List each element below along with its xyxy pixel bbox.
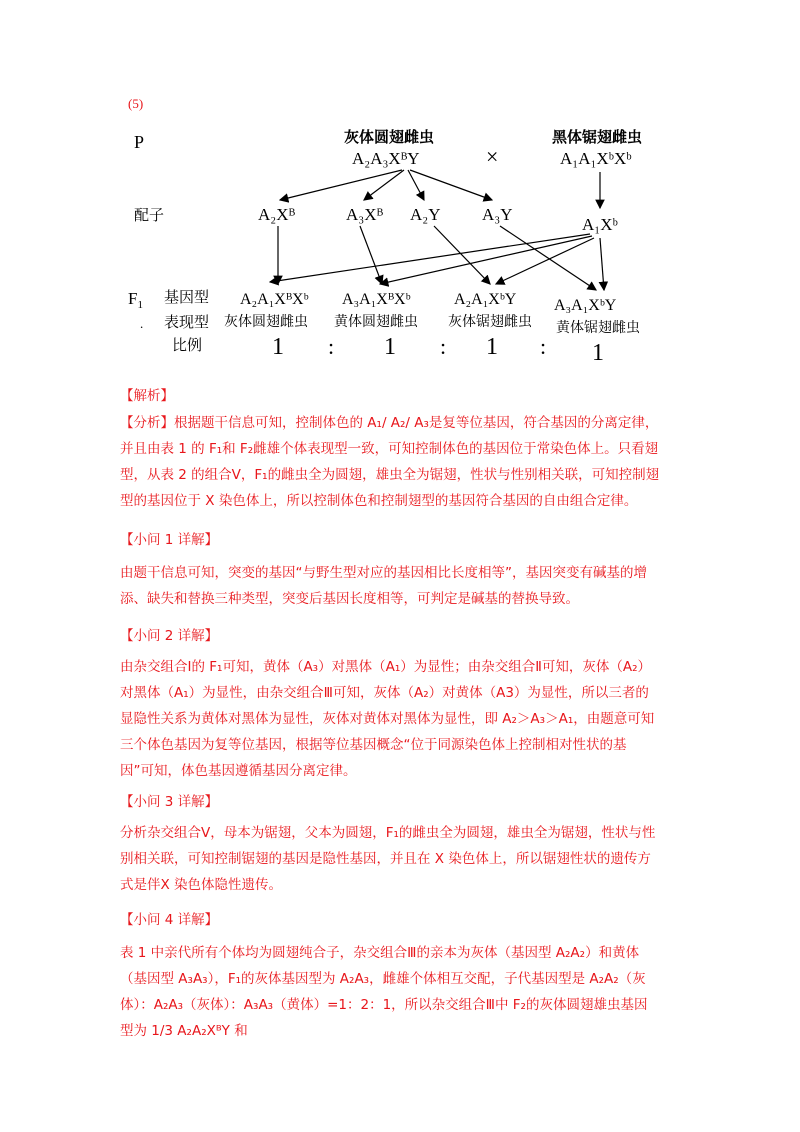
section-label: (5) xyxy=(128,96,144,111)
offspring-2-phenotype: 黄体圆翅雌虫 xyxy=(334,314,418,330)
question-2-heading: 【小问 2 详解】 xyxy=(120,628,219,644)
analysis-heading: 【解析】 xyxy=(120,388,174,404)
f1-label: $F_1$ xyxy=(128,289,143,311)
arrows xyxy=(270,170,604,290)
ratio-2: 1 xyxy=(384,334,396,360)
gamete-4: A₃Y xyxy=(482,205,513,224)
question-4-paragraph: 表 1 中亲代所有个体均为圆翅纯合子，杂交组合Ⅲ的亲本为灰体（基因型 A₂A₂）和黄体（基因型 A₃A₃），F₁的灰体基因型为 A₂A₃，雌雄个体相互交配，子代基因型是 A₂A₂（灰体）：A₂A₃（灰体）：A₃A₃（黄体）=1：2：1，所以杂交组合Ⅲ中 F₂的灰体圆翅雄虫基因型为 1/3 A₂A₂XᴮY 和 xyxy=(120,945,648,1039)
ratio-3: 1 xyxy=(486,334,498,360)
female-parent-name: 灰体圆翅雌虫 xyxy=(344,128,435,146)
question-4-heading: 【小问 4 详解】 xyxy=(120,912,219,928)
genetic-cross-diagram xyxy=(120,92,680,372)
arrow-g5-to-f4 xyxy=(600,238,604,290)
arrow-g3-to-f3 xyxy=(434,226,490,284)
ratio-1: 1 xyxy=(272,334,284,360)
dot-mark: . xyxy=(140,316,144,331)
offspring-1-genotype: A₂A₁XᴮXᵇ xyxy=(240,291,309,308)
question-1-heading: 【小问 1 详解】 xyxy=(120,532,219,548)
offspring-3-genotype: A₂A₁XᵇY xyxy=(454,291,517,308)
arrow-g2-to-f2 xyxy=(360,226,382,284)
gamete-1: A₂Xᴮ xyxy=(258,205,296,224)
offspring-4-phenotype: 黄体锯翅雌虫 xyxy=(556,320,640,336)
female-parent-genotype: A₂A₃XᴮY xyxy=(352,149,420,168)
p-label: P xyxy=(134,132,145,152)
ratio-4: 1 xyxy=(592,340,604,366)
arrow-g5-to-f2 xyxy=(380,236,592,284)
cross-symbol: × xyxy=(486,144,499,169)
offspring-4-genotype: A₃A₁XᵇY xyxy=(554,297,617,314)
gamete-2: A₃Xᴮ xyxy=(346,205,384,224)
row-genotype-label: 基因型 xyxy=(164,288,210,306)
arrow-g5-to-f1 xyxy=(270,234,590,282)
ratio-colon-3: : xyxy=(540,334,547,359)
row-phenotype-label: 表现型 xyxy=(164,313,210,331)
offspring-1-phenotype: 灰体圆翅雌虫 xyxy=(224,314,308,330)
question-3-heading: 【小问 3 详解】 xyxy=(120,794,219,810)
question-3-paragraph: 分析杂交组合Ⅴ，母本为锯翅，父本为圆翅，F₁的雌虫全为圆翅，雄虫全为锯翅，性状与性别相关联，可知控制锯翅的基因是隐性基因，并且在 X 染色体上，所以锯翅性状的遗传方式是伴X 染色体隐性遗传。 xyxy=(120,825,656,893)
offspring-2-genotype: A₃A₁XᴮXᵇ xyxy=(342,291,411,308)
question-2-paragraph: 由杂交组合Ⅰ的 F₁可知，黄体（A₃）对黑体（A₁）为显性；由杂交组合Ⅱ可知，灰体（A₂）对黑体（A₁）为显性，由杂交组合Ⅲ可知，灰体（A₂）对黄体（A3）为显性，所以三者的显隐性关系为黄体对黑体为显性，灰体对黄体对黑体为显性，即 A₂＞A₃＞A₁，由题意可知三个体色基因为复等位基因，根据等位基因概念“位于同源染色体上控制相对性状的基因”可知，体色基因遵循基因分离定律。 xyxy=(120,659,655,779)
analysis-paragraph: 【分析】根据题干信息可知，控制体色的 A₁/ A₂/ A₃是复等位基因，符合基因的分离定律，并且由表 1 的 F₁和 F₂雌雄个体表现型一致，可知控制体色的基因位于常染色体上。只看翅型，从表 2 的组合Ⅴ，F₁的雌虫全为圆翅，雄虫全为锯翅，性状与性别相关联，可知控制翅型的基因位于 X 染色体上，所以控制体色和控制翅型的基因符合基因的自由组合定律。 xyxy=(120,415,660,509)
arrow-g5-to-f3 xyxy=(496,238,594,284)
offspring-3-phenotype: 灰体锯翅雌虫 xyxy=(448,314,532,330)
ratio-colon-1: : xyxy=(328,334,335,359)
ratio-colon-2: : xyxy=(440,334,447,359)
gamete-label: 配子 xyxy=(134,206,165,224)
male-parent-genotype: A₁A₁XᵇXᵇ xyxy=(560,149,632,168)
row-ratio-label: 比例 xyxy=(172,336,203,354)
arrow-parent-to-g4 xyxy=(410,170,492,200)
male-parent-name: 黑体锯翅雌虫 xyxy=(552,128,643,146)
gamete-3: A₂Y xyxy=(410,205,441,224)
gamete-5: A₁Xᵇ xyxy=(582,215,618,234)
question-1-paragraph: 由题干信息可知，突变的基因“与野生型对应的基因相比长度相等”，基因突变有碱基的增添、缺失和替换三种类型，突变后基因长度相等，可判定是碱基的替换导致。 xyxy=(120,565,647,607)
